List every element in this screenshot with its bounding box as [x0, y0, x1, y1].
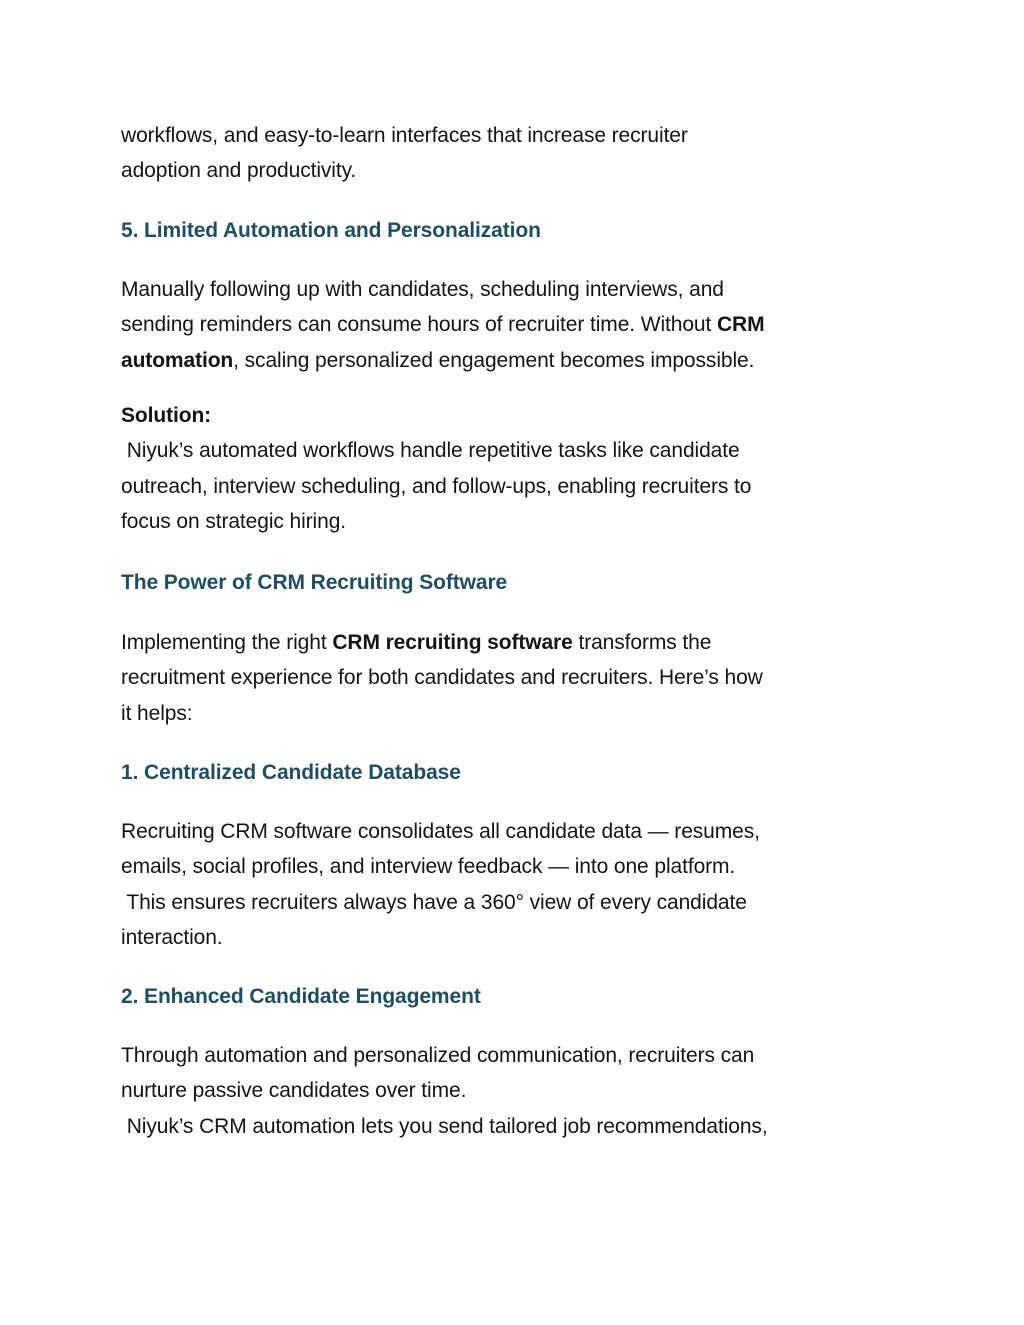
text-span: sending reminders can consume hours of recruiter time. Without [121, 313, 717, 337]
text-line: nurture passive candidates over time. [121, 1079, 467, 1103]
bold-term: CRM recruiting software [332, 631, 573, 654]
text-line: focus on strategic hiring. [121, 509, 347, 533]
section-heading-candidate-engagement: 2. Enhanced Candidate Engagement [121, 985, 481, 1008]
text-line [121, 307, 765, 342]
section-heading-power-of-crm: The Power of CRM Recruiting Software [121, 571, 508, 594]
text-span: , scaling personalized engagement becomes impossible. [233, 348, 755, 372]
text-line: outreach, interview scheduling, and follow-ups, enabling recruiters to [121, 474, 752, 498]
text-line: Niyuk’s automated workflows handle repetitive tasks like candidate [121, 439, 740, 463]
text-line: Recruiting CRM software consolidates all candidate data — resumes, [121, 820, 760, 843]
solution-block [121, 398, 751, 539]
solution-label: Solution: [121, 404, 212, 427]
text-line: recruitment experience for both candidates and recruiters. Here’s how [121, 666, 763, 690]
text-line: Through automation and personalized communication, recruiters can [121, 1044, 755, 1067]
section-heading-limited-automation: 5. Limited Automation and Personalization [121, 219, 541, 242]
text-line: it helps: [121, 701, 193, 725]
text-line [121, 625, 763, 660]
power-of-crm-paragraph [121, 625, 763, 731]
centralized-database-paragraph [121, 814, 760, 955]
intro-continuation-paragraph [121, 118, 688, 189]
text-line: workflows, and easy-to-learn interfaces that increase recruiter [121, 124, 688, 147]
text-line: Niyuk’s CRM automation lets you send tailored job recommendations, [121, 1114, 768, 1138]
text-line: emails, social profiles, and interview feedback — into one platform. [121, 855, 736, 879]
limited-automation-paragraph [121, 272, 765, 378]
bold-term: CRM [716, 313, 765, 337]
text-span: transforms the [572, 631, 712, 654]
text-line: This ensures recruiters always have a 360° view of every candidate [121, 890, 747, 914]
text-line [121, 343, 765, 378]
text-span: Implementing the right [121, 631, 333, 654]
bold-term: automation [121, 348, 234, 372]
candidate-engagement-paragraph [121, 1038, 768, 1144]
text-line: interaction. [121, 925, 223, 949]
text-line: Manually following up with candidates, scheduling interviews, and [121, 278, 724, 301]
section-heading-centralized-database: 1. Centralized Candidate Database [121, 761, 461, 784]
text-line: adoption and productivity. [121, 159, 357, 183]
